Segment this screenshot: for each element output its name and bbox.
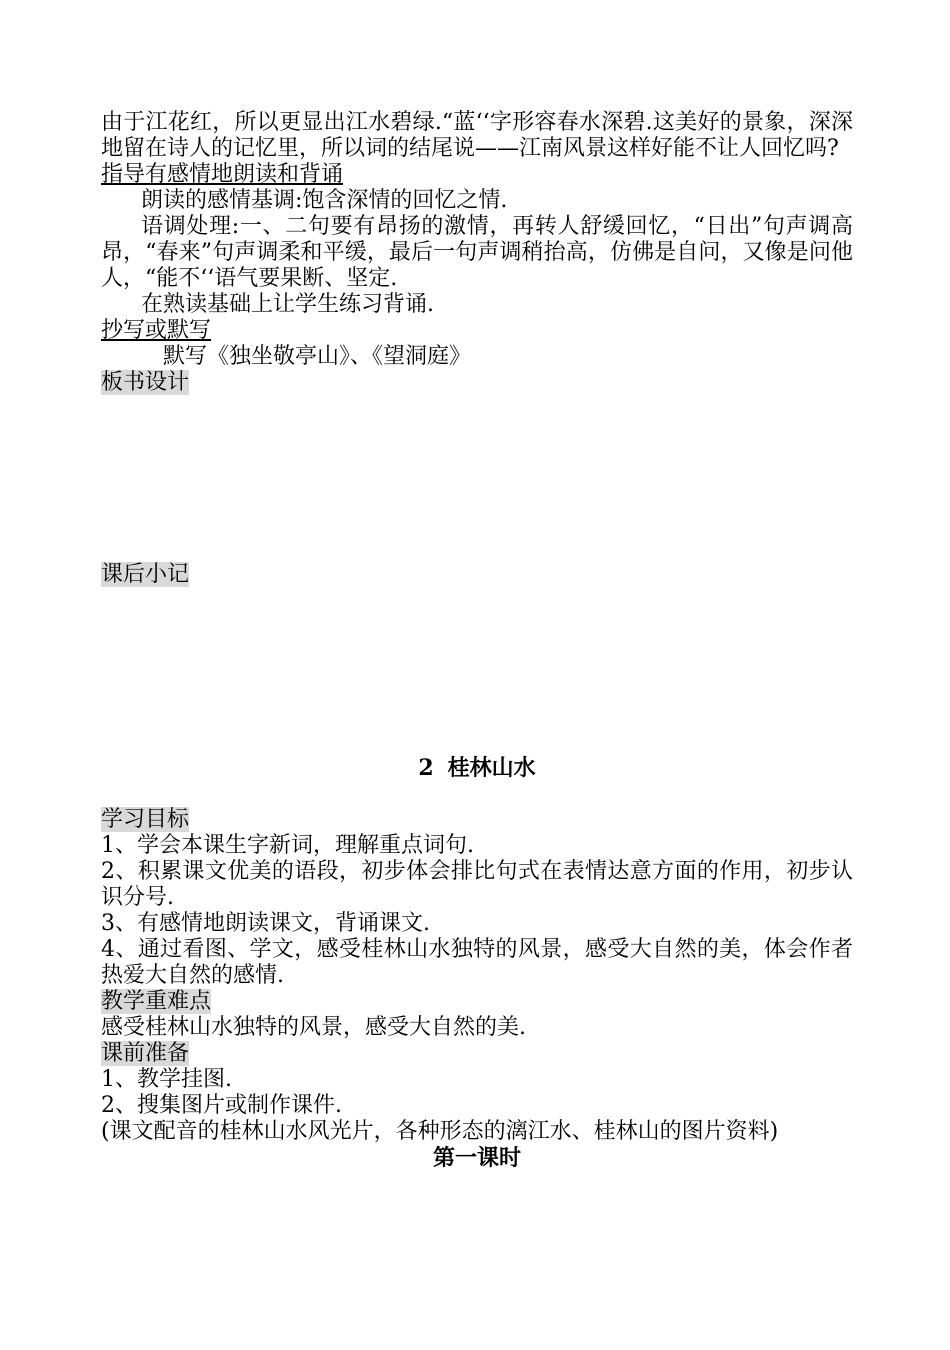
prep-item: 2、搜集图片或制作课件.	[101, 1093, 342, 1118]
notes-space	[101, 588, 853, 755]
board-design-space	[101, 396, 853, 562]
prep-item: (课文配音的桂林山水风光片，各种形态的漓江水、桂林山的图片资料)	[101, 1119, 779, 1144]
goal-item: 4、通过看图、学文，感受桂林山水独特的风景，感受大自然的美，体会作者热爱大自然的感情.	[101, 937, 853, 988]
section-heading-key	[101, 989, 853, 1015]
lesson-name: 桂林山水	[447, 755, 536, 781]
heading-notes: 课后小记	[101, 562, 190, 587]
reading-intonation: 语调处理:一、二句要有昂扬的激情，再转人舒缓回忆，“日出”句声调高昂，“春来”句声调柔和平缓，最后一句声调稍抬高，仿佛是自问，又像是问他人，“能不‘‘语气要果断、坚定.	[101, 214, 853, 291]
reading-tone: 朗读的感情基调:饱含深情的回忆之情.	[141, 188, 508, 213]
goal-item: 3、有感情地朗读课文，背诵课文.	[101, 911, 430, 936]
page-content	[101, 110, 853, 1171]
title-space	[101, 781, 853, 807]
heading-reading: 指导有感情地朗读和背诵	[101, 162, 344, 187]
goal-item: 2、积累课文优美的语段，初步体会排比句式在表情达意方面的作用，初步认识分号.	[101, 859, 853, 910]
heading-copy: 抄写或默写	[101, 318, 212, 343]
key-text: 感受桂林山水独特的风景，感受大自然的美.	[101, 1015, 526, 1040]
section-heading-prep	[101, 1041, 853, 1067]
heading-prep: 课前准备	[101, 1041, 190, 1066]
heading-board: 板书设计	[101, 370, 190, 395]
section-heading-reading	[101, 162, 853, 188]
section-heading-copy	[101, 318, 853, 344]
heading-goals: 学习目标	[101, 807, 190, 832]
section-heading-notes	[101, 562, 853, 588]
paragraph-poem-analysis: 由于江花红，所以更显出江水碧绿.“蓝‘‘字形容春水深碧.这美好的景象，深深地留在诗人的记忆里，所以词的结尾说——江南风景这样好能不让人回忆吗?	[101, 110, 853, 161]
lesson-title	[101, 755, 853, 781]
heading-key: 教学重难点	[101, 989, 212, 1014]
lesson-number: 2	[418, 755, 434, 781]
section-heading-board	[101, 370, 853, 396]
reading-recite: 在熟读基础上让学生练习背诵.	[141, 292, 434, 317]
section-heading-goals	[101, 807, 853, 833]
period-title: 第一课时	[432, 1145, 521, 1171]
copy-task: 默写《独坐敬亭山》、《望洞庭》	[163, 344, 472, 369]
goal-item: 1、学会本课生字新词，理解重点词句.	[101, 833, 474, 858]
prep-item: 1、教学挂图.	[101, 1067, 232, 1092]
